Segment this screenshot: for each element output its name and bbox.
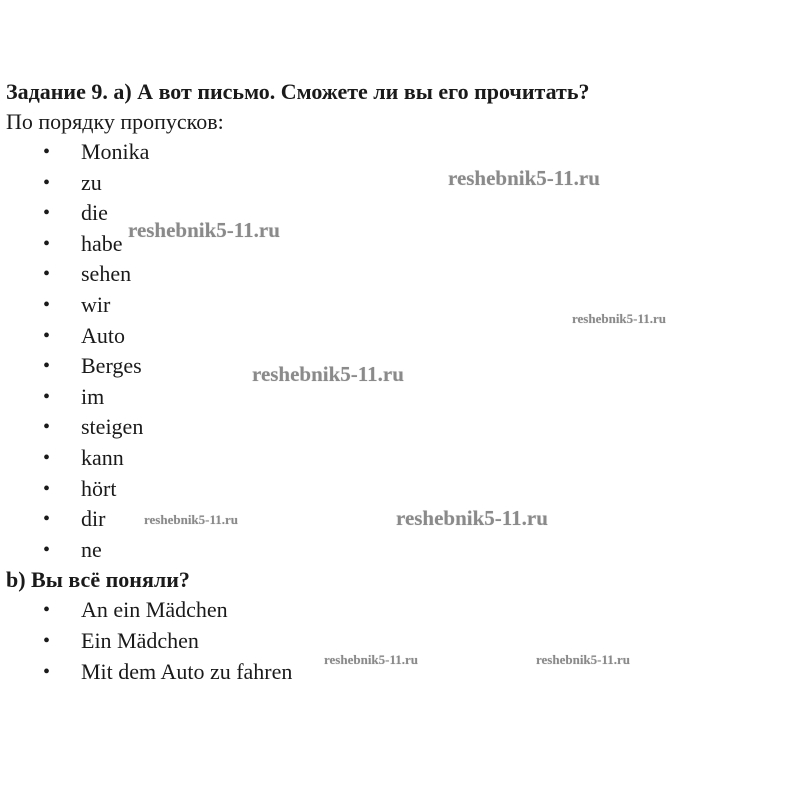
list-item-text: Ein Mädchen bbox=[81, 627, 199, 653]
list-item bbox=[6, 595, 806, 626]
watermark: reshebnik5-11.ru bbox=[252, 362, 404, 386]
watermark: reshebnik5-11.ru bbox=[536, 652, 631, 667]
list-item bbox=[6, 168, 806, 199]
bullet-icon: • bbox=[43, 293, 51, 316]
bullet-icon: • bbox=[43, 263, 51, 286]
document-body bbox=[6, 77, 806, 687]
section-b-heading: b) Вы всё поняли? bbox=[6, 567, 190, 593]
list-item-text: dir bbox=[81, 506, 106, 532]
list-item-text: Monika bbox=[81, 139, 150, 164]
list-item-text: im bbox=[81, 383, 105, 409]
bullet-icon: • bbox=[43, 477, 51, 500]
watermark: reshebnik5-11.ru bbox=[396, 506, 548, 530]
list-item bbox=[6, 290, 806, 321]
bullet-icon: • bbox=[43, 629, 51, 652]
list-item-text: sehen bbox=[81, 261, 132, 287]
list-item bbox=[6, 443, 806, 474]
list-item bbox=[6, 259, 806, 290]
watermark: reshebnik5-11.ru bbox=[144, 512, 239, 527]
bullet-icon: • bbox=[43, 324, 51, 347]
list-item bbox=[6, 351, 806, 382]
answers-list-a bbox=[6, 137, 806, 565]
bullet-icon: • bbox=[43, 232, 51, 255]
list-item bbox=[6, 137, 806, 168]
list-item-text: steigen bbox=[81, 414, 144, 440]
list-item-text: hört bbox=[81, 475, 117, 501]
bullet-icon: • bbox=[43, 141, 51, 163]
list-item bbox=[6, 198, 806, 229]
list-item-text: Berges bbox=[81, 353, 142, 379]
watermark: reshebnik5-11.ru bbox=[572, 311, 667, 326]
list-item-text: habe bbox=[81, 230, 123, 256]
list-item bbox=[6, 535, 806, 566]
task-heading: Задание 9. а) А вот письмо. Сможете ли вы его прочитать? bbox=[6, 79, 590, 104]
list-item-text: ne bbox=[81, 536, 102, 562]
list-item-text: wir bbox=[81, 291, 111, 317]
list-item bbox=[6, 229, 806, 260]
bullet-icon: • bbox=[43, 446, 51, 469]
bullet-icon: • bbox=[43, 508, 51, 531]
bullet-icon: • bbox=[43, 202, 51, 225]
list-item-text: Mit dem Auto zu fahren bbox=[81, 658, 293, 684]
bullet-icon: • bbox=[43, 385, 51, 408]
bullet-icon: • bbox=[43, 538, 51, 561]
watermark: reshebnik5-11.ru bbox=[324, 652, 419, 667]
list-item bbox=[6, 321, 806, 352]
list-item-text: die bbox=[81, 200, 108, 226]
bullet-icon: • bbox=[43, 171, 51, 194]
list-item-text: An ein Mädchen bbox=[81, 597, 228, 623]
bullet-icon: • bbox=[43, 355, 51, 378]
list-item bbox=[6, 382, 806, 413]
list-item-text: zu bbox=[81, 169, 102, 195]
list-item-text: Auto bbox=[81, 322, 125, 348]
watermark: reshebnik5-11.ru bbox=[448, 166, 600, 190]
bullet-icon: • bbox=[43, 416, 51, 439]
list-item bbox=[6, 474, 806, 505]
task-subheading: По порядку пропусков: bbox=[6, 109, 224, 134]
bullet-icon: • bbox=[43, 660, 51, 683]
bullet-icon: • bbox=[43, 599, 51, 622]
list-item bbox=[6, 412, 806, 443]
list-item-text: kann bbox=[81, 444, 124, 470]
watermark: reshebnik5-11.ru bbox=[128, 218, 280, 242]
answers-list-b bbox=[6, 595, 806, 687]
